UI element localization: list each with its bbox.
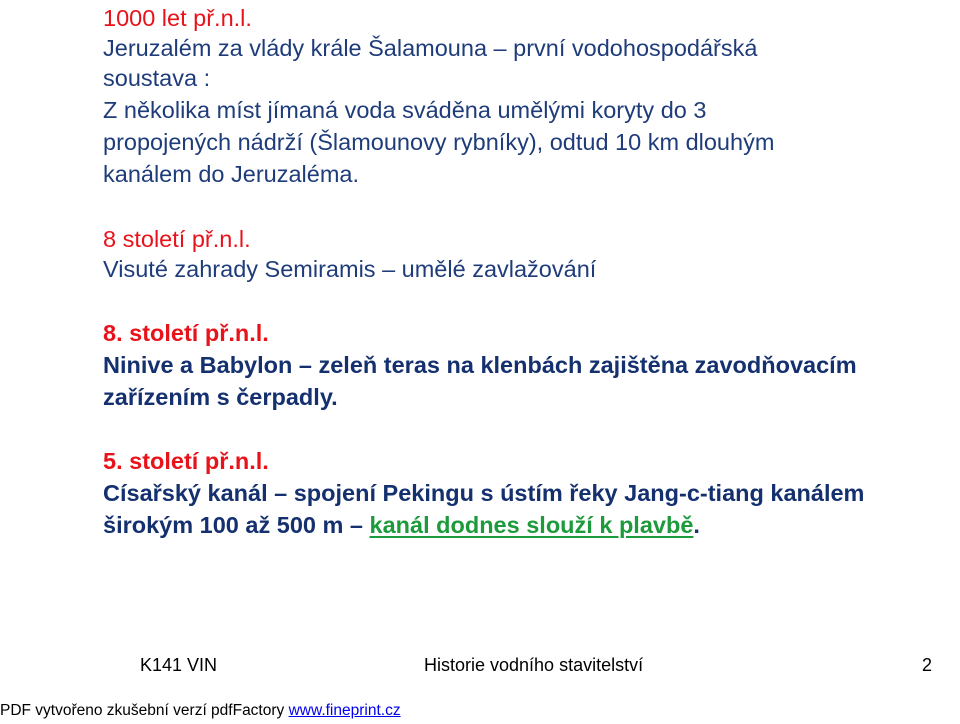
- section-1-line-1: Jeruzalém za vlády krále Šalamouna – první vodohospodářská: [103, 35, 758, 61]
- plavba-link[interactable]: kanál dodnes slouží k plavbě: [369, 512, 694, 538]
- footer-page-number: 2: [922, 655, 933, 675]
- fineprint-link[interactable]: www.fineprint.cz: [288, 702, 401, 719]
- section-3-heading: 8. století př.n.l.: [103, 320, 269, 346]
- section-1-line-4: propojených nádrží (Šlamounovy rybníky), odtud 10 km dlouhým: [103, 129, 775, 155]
- section-4-line-2-prefix: širokým 100 až 500 m –: [103, 512, 370, 538]
- footer-course-title: Historie vodního stavitelství: [424, 655, 644, 675]
- section-4-line-2-suffix: .: [693, 512, 700, 538]
- section-2-heading: 8 století př.n.l.: [103, 226, 251, 252]
- section-1-line-5: kanálem do Jeruzaléma.: [103, 161, 360, 187]
- section-1-heading: 1000 let př.n.l.: [103, 5, 252, 31]
- section-4-line-1: Císařský kanál – spojení Pekingu s ústím řeky Jang-c-tiang kanálem: [103, 480, 865, 506]
- section-3-line-2: zařízením s čerpadly.: [103, 384, 338, 410]
- footer-course-code: K141 VIN: [140, 655, 218, 675]
- pdf-watermark-note: [0, 701, 401, 721]
- section-4-heading: 5. století př.n.l.: [103, 448, 269, 474]
- section-1-line-3: Z několika míst jímaná voda sváděna umělými koryty do 3: [103, 97, 707, 123]
- section-1-line-2: soustava :: [103, 65, 211, 91]
- section-3-line-1: Ninive a Babylon – zeleň teras na klenbách zajištěna zavodňovacím: [103, 352, 857, 378]
- section-4-line-2: [103, 510, 700, 540]
- pdf-note-text: PDF vytvořeno zkušební verzí pdfFactory: [0, 702, 289, 719]
- section-2-line-1: Visuté zahrady Semiramis – umělé zavlažování: [103, 256, 597, 282]
